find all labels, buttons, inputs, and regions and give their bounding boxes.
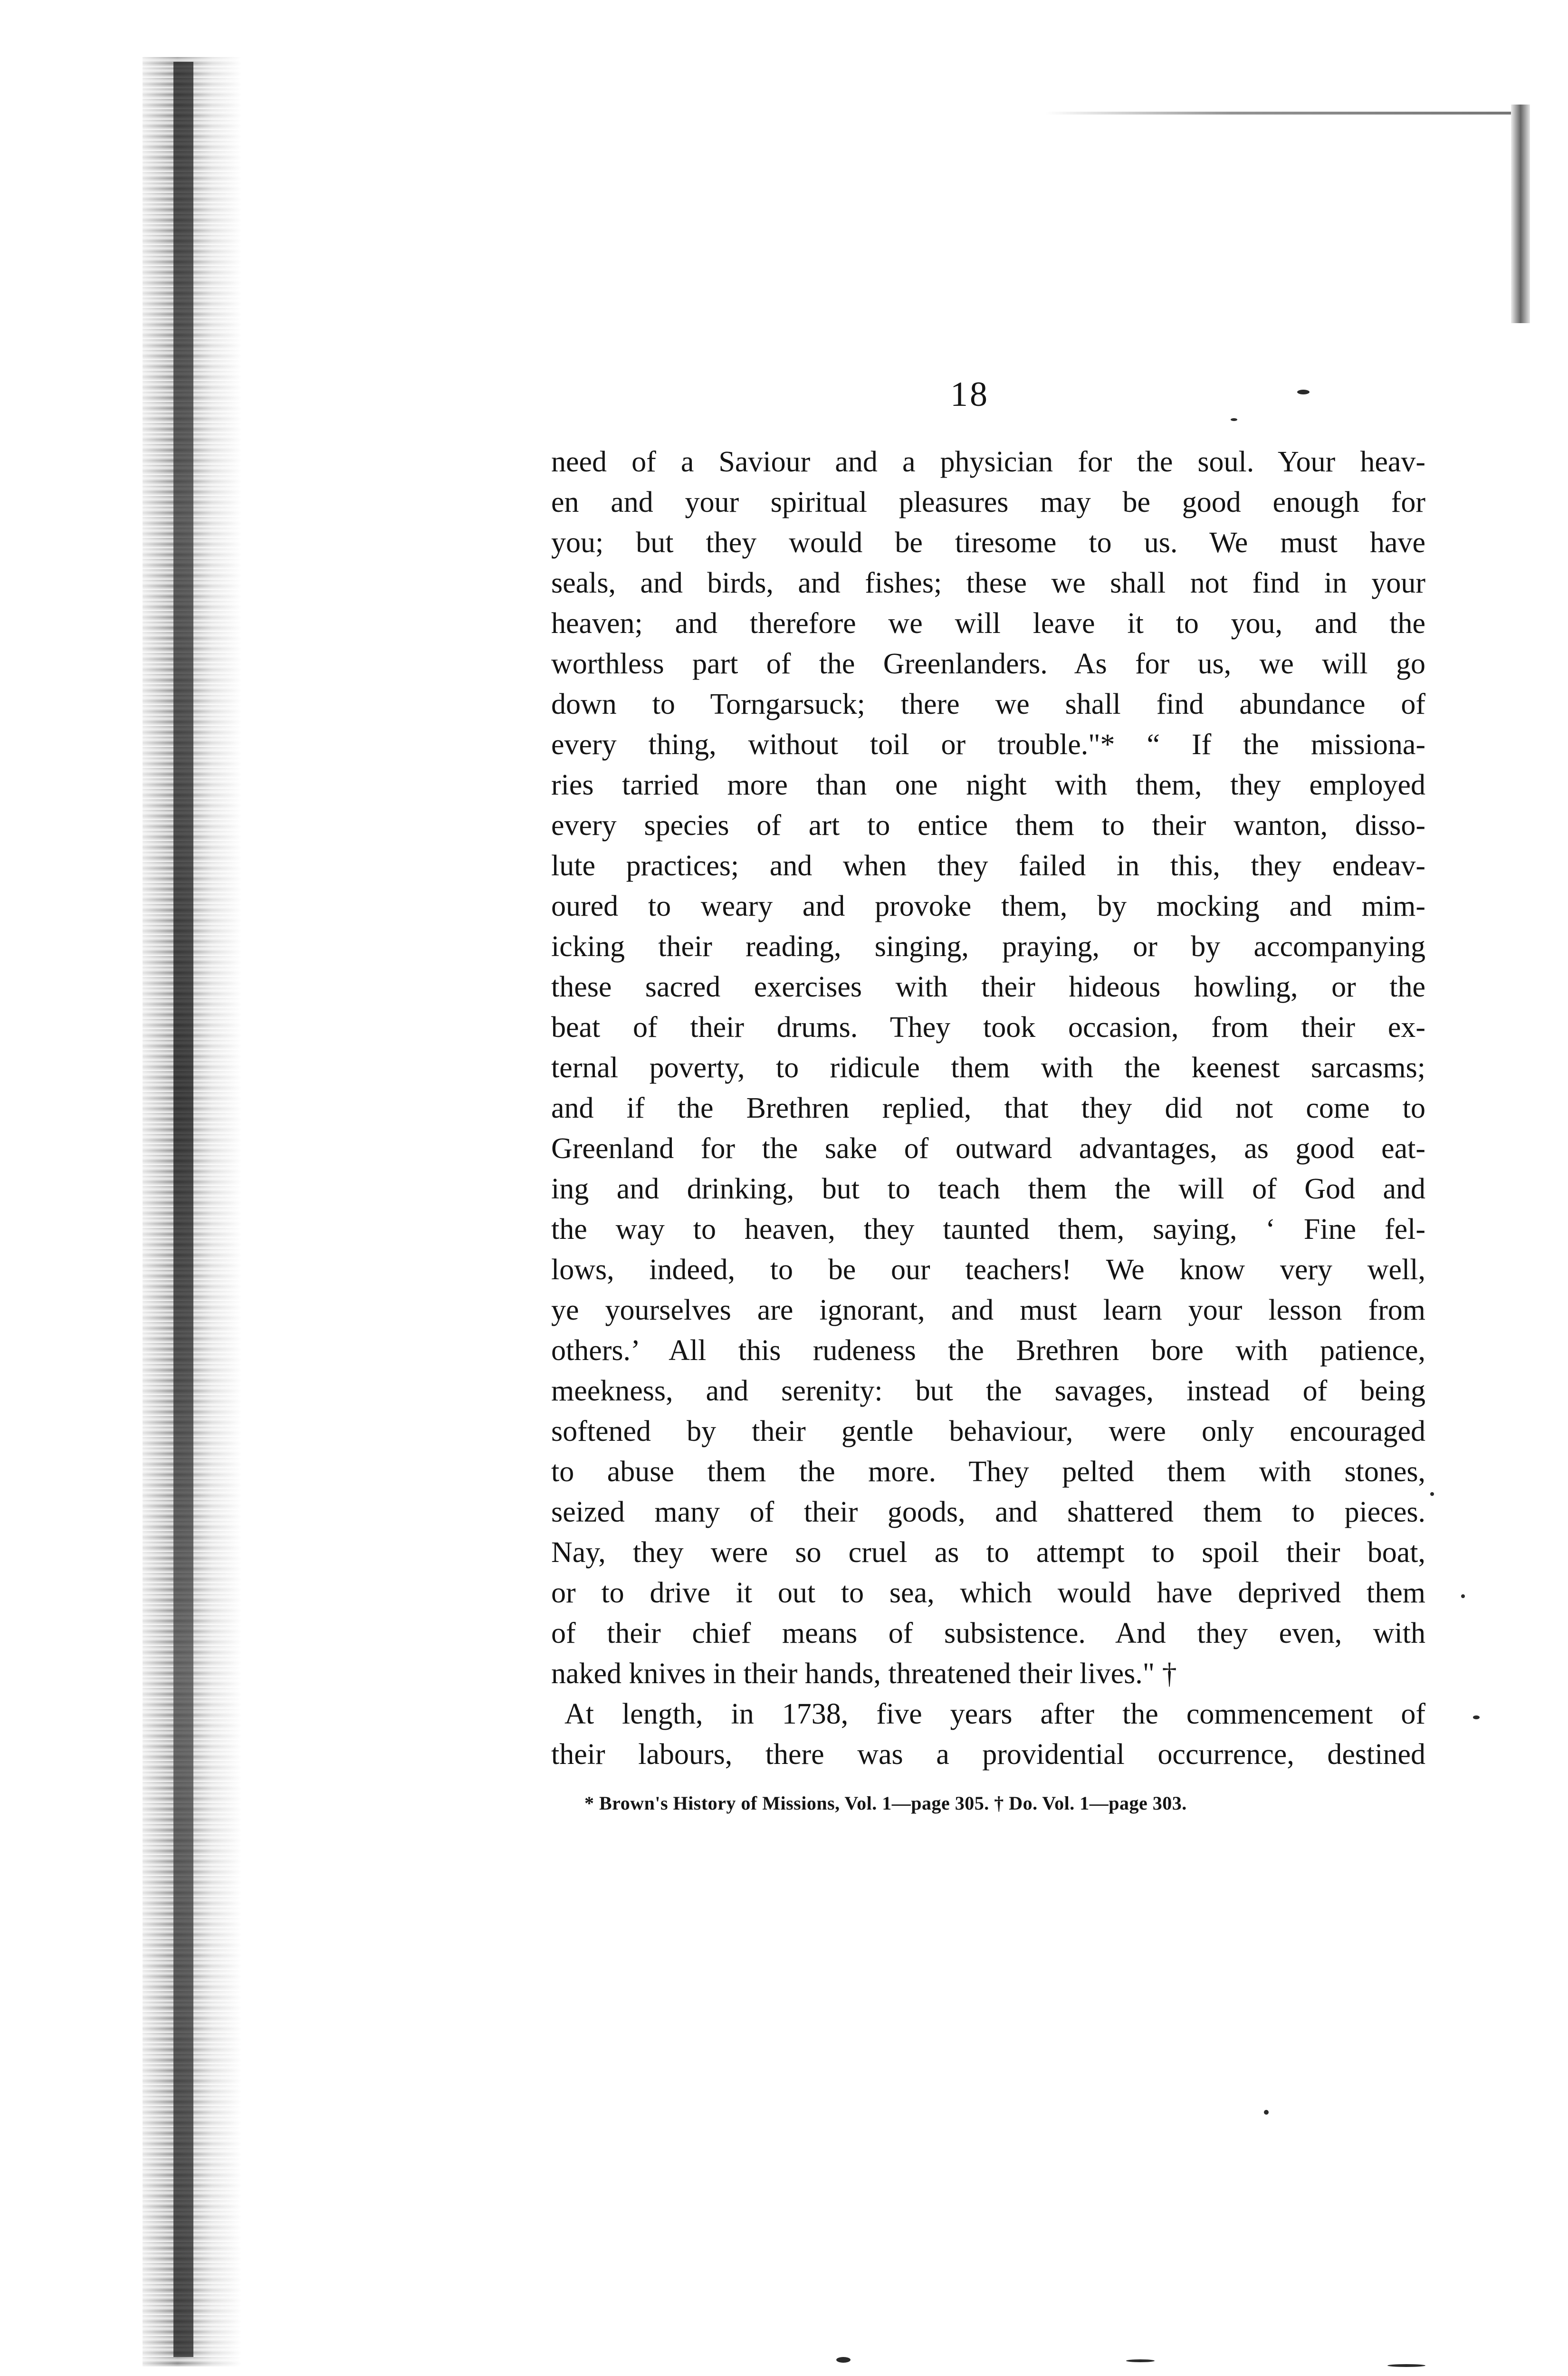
text-line: of their chief means of subsistence. And they even, with [551, 1617, 1425, 1649]
scan-speck [1297, 390, 1310, 394]
text-line: every thing, without toil or trouble."* “ If the missiona- [551, 728, 1425, 761]
text-line: lute practices; and when they failed in this, they endeav- [551, 850, 1425, 882]
text-line: naked knives in their hands, threatened their lives." † [551, 1657, 1177, 1690]
scan-speck [1430, 1492, 1434, 1496]
text-line: icking their reading, singing, praying, or by accompanying [551, 930, 1425, 963]
text-line: to abuse them the more. They pelted them with stones, [551, 1456, 1425, 1488]
text-line: en and your spiritual pleasures may be good enough for [551, 486, 1425, 518]
footnote: * Brown's History of Missions, Vol. 1—page 305. † Do. Vol. 1—page 303. [584, 1792, 1187, 1814]
paragraph-first-line: At length, in 1738, five years after the commencement of [564, 1698, 1425, 1730]
text-line: worthless part of the Greenlanders. As for us, we will go [551, 648, 1425, 680]
text-line: ries tarried more than one night with them, they employed [551, 769, 1425, 801]
scan-speck [1473, 1715, 1480, 1719]
text-line: Greenland for the sake of outward advantages, as good eat- [551, 1132, 1425, 1165]
text-line: need of a Saviour and a physician for the soul. Your heav- [551, 446, 1425, 478]
text-line: softened by their gentle behaviour, were only encouraged [551, 1415, 1425, 1447]
binding-edge-right [1511, 105, 1530, 323]
text-line: and if the Brethren replied, that they did not come to [551, 1092, 1425, 1124]
scan-speck [836, 2357, 851, 2363]
text-line: down to Torngarsuck; there we shall find abundance of [551, 688, 1425, 720]
scan-speck [1461, 1594, 1465, 1598]
text-line: ing and drinking, but to teach them the will of God and [551, 1173, 1425, 1205]
text-line: Nay, they were so cruel as to attempt to spoil their boat, [551, 1536, 1425, 1569]
text-line: heaven; and therefore we will leave it to you, and the [551, 607, 1425, 640]
text-line: seals, and birds, and fishes; these we shall not find in your [551, 567, 1425, 599]
text-line: every species of art to entice them to their wanton, disso- [551, 809, 1425, 842]
text-line: the way to heaven, they taunted them, saying, ‘ Fine fel- [551, 1213, 1425, 1245]
scan-speck [1231, 418, 1237, 421]
text-line: beat of their drums. They took occasion, from their ex- [551, 1011, 1425, 1044]
page-number: 18 [950, 375, 989, 414]
text-line: oured to weary and provoke them, by mocking and mim- [551, 890, 1425, 922]
text-line: ye yourselves are ignorant, and must learn your lesson from [551, 1294, 1425, 1326]
text-line: others.’ All this rudeness the Brethren bore with patience, [551, 1334, 1425, 1367]
text-line: you; but they would be tiresome to us. We must have [551, 527, 1425, 559]
scan-speck [1387, 2364, 1425, 2367]
text-line: or to drive it out to sea, which would have deprived them [551, 1577, 1425, 1609]
text-line: meekness, and serenity: but the savages, instead of being [551, 1375, 1425, 1407]
body-text [551, 442, 1425, 1775]
text-line: their labours, there was a providential occurrence, destined [551, 1738, 1425, 1771]
text-line: lows, indeed, to be our teachers! We know very well, [551, 1254, 1425, 1286]
text-line: these sacred exercises with their hideous howling, or the [551, 971, 1425, 1003]
binding-edge-left [173, 62, 193, 2357]
scan-speck [1264, 2110, 1269, 2115]
text-line: seized many of their goods, and shattered them to pieces. [551, 1496, 1425, 1528]
scan-speck [1126, 2359, 1155, 2362]
scan-edge-top [1045, 112, 1511, 115]
text-line: ternal poverty, to ridicule them with the keenest sarcasms; [551, 1052, 1425, 1084]
